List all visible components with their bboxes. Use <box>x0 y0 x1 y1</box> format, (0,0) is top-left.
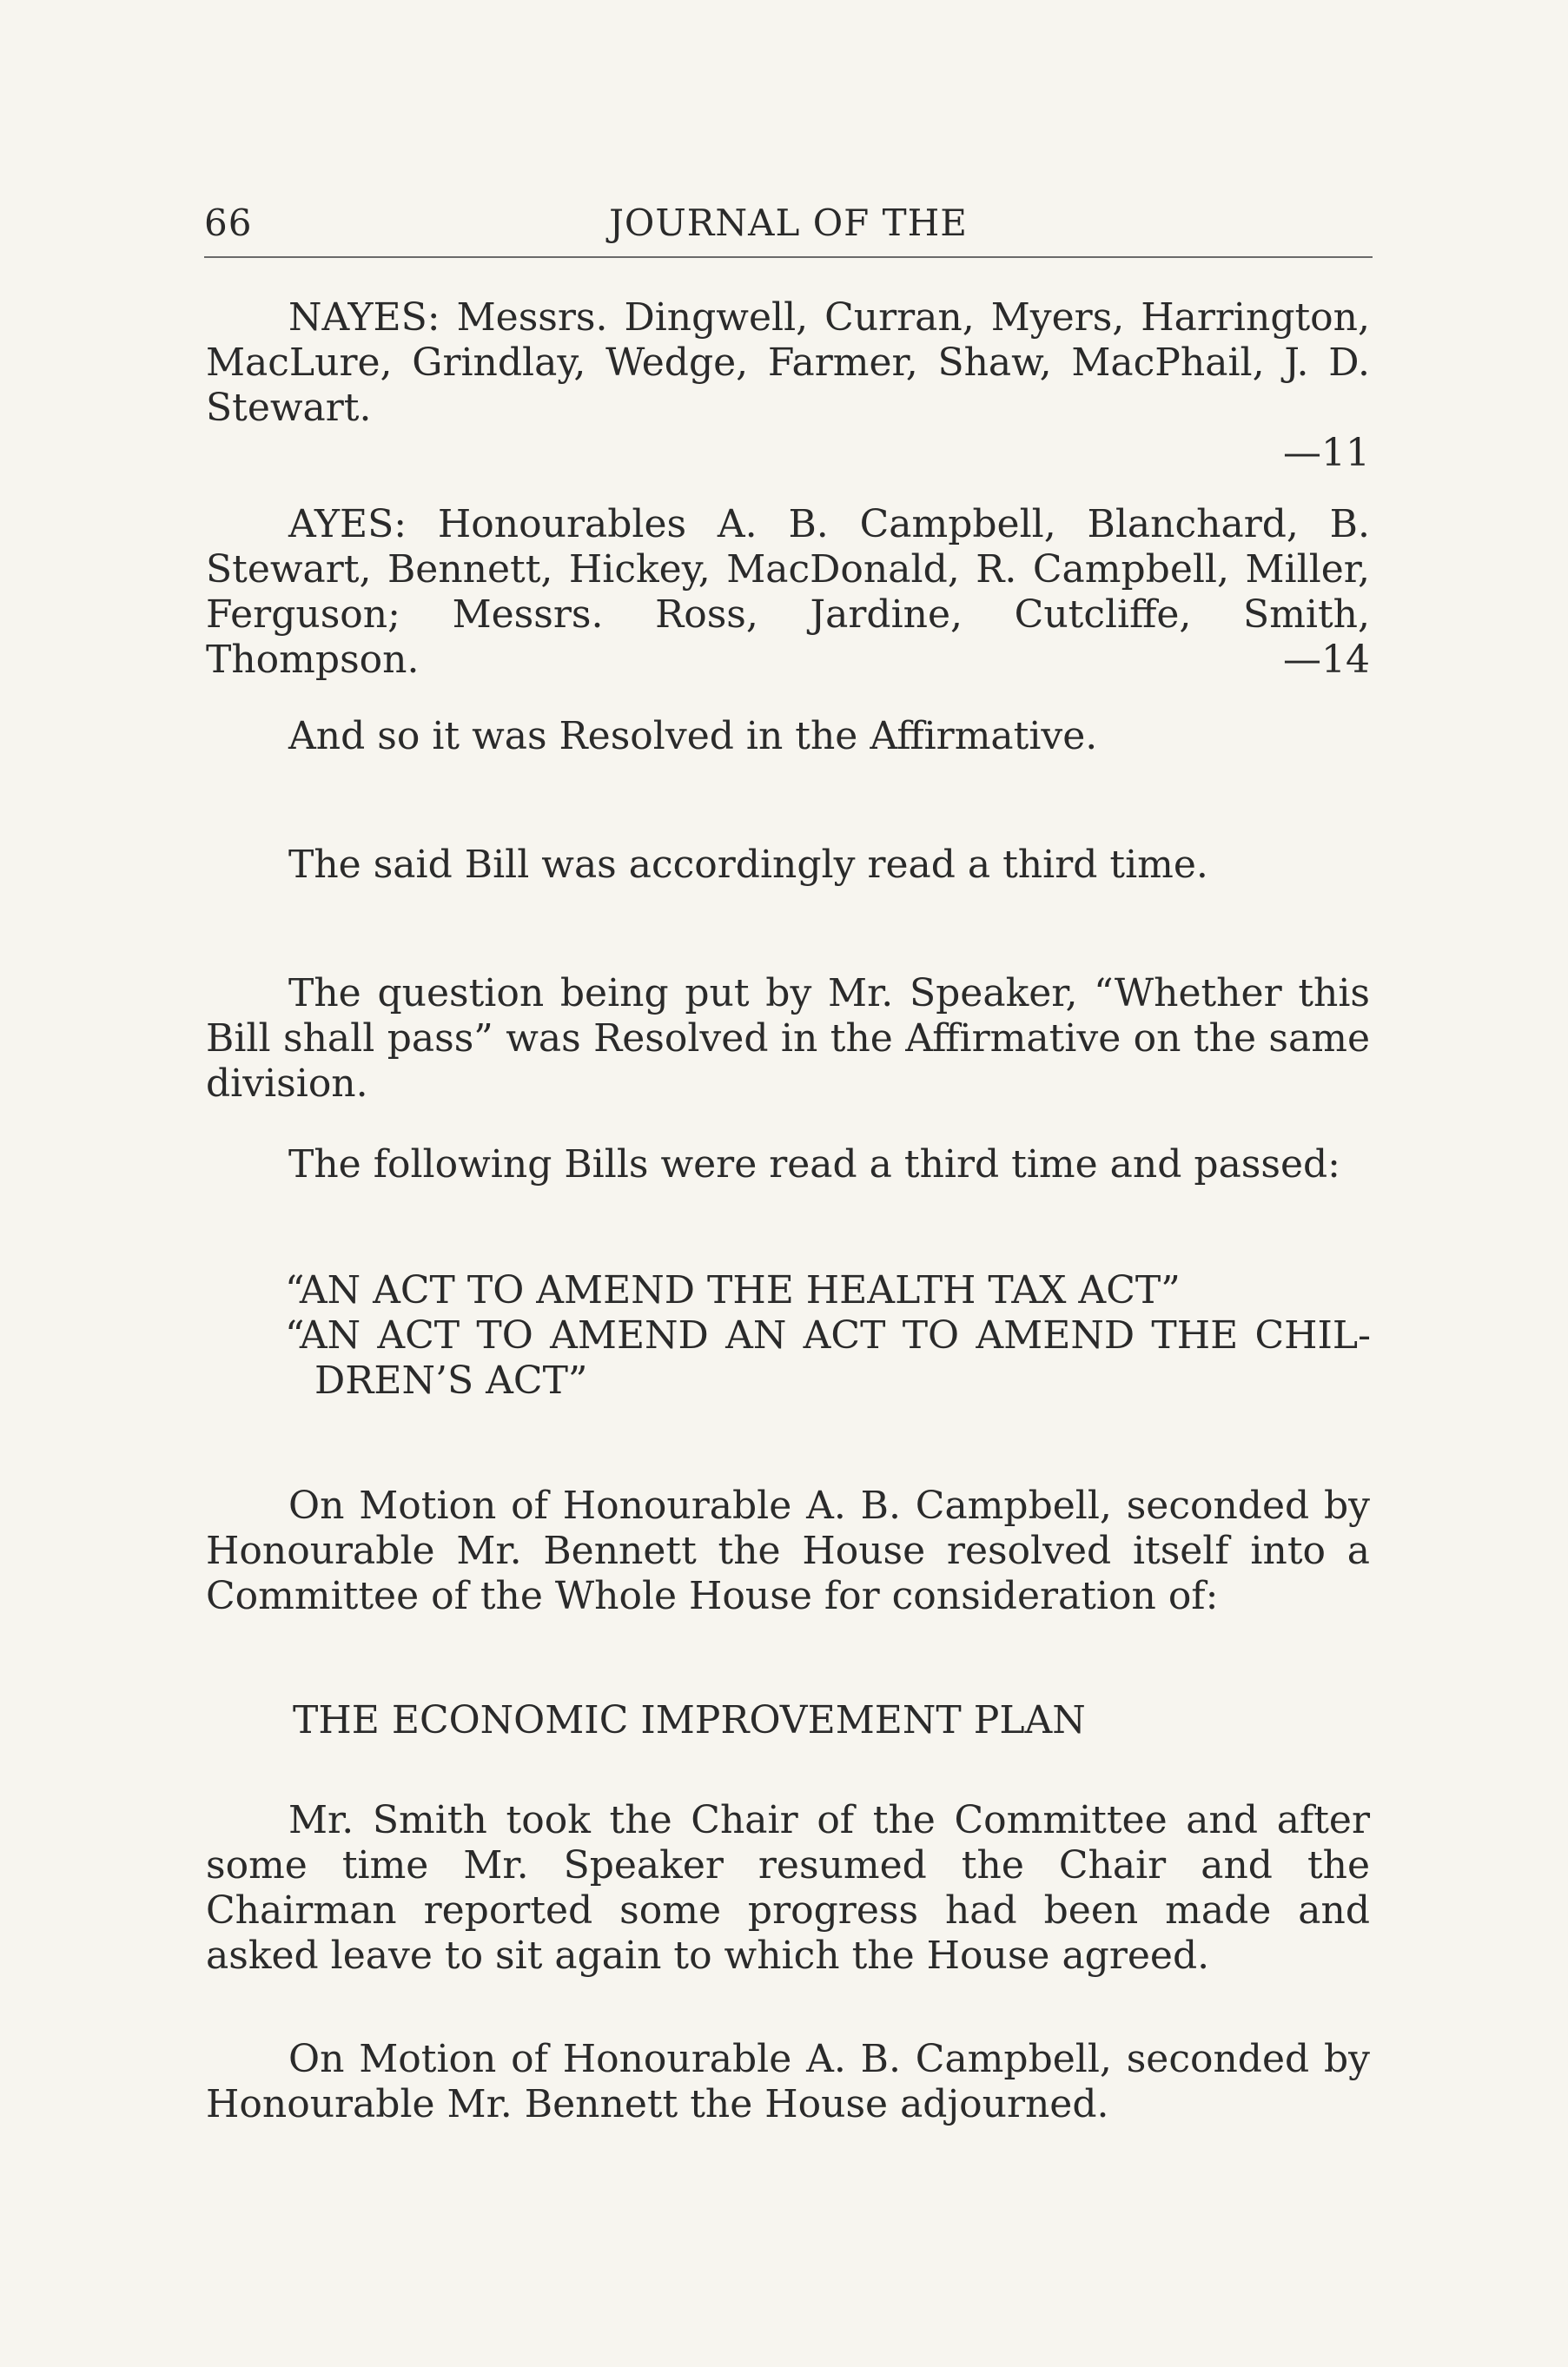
page-number: 66 <box>204 202 253 244</box>
third-reading-paragraph: The said Bill was accordingly read a third time. <box>288 843 1208 887</box>
plan-heading: THE ECONOMIC IMPROVEMENT PLAN <box>293 1698 1086 1742</box>
ayes-paragraph <box>206 502 1370 683</box>
running-head: JOURNAL OF THE <box>609 202 968 244</box>
bill-title-2-line-2: DREN’S ACT” <box>314 1359 588 1403</box>
resolved-paragraph: And so it was Resolved in the Affirmative. <box>288 714 1098 758</box>
ayes-tally: —14 <box>1283 638 1370 682</box>
following-bills-paragraph: The following Bills were read a third time and passed: <box>288 1142 1340 1187</box>
motion-adjourn-paragraph: On Motion of Honourable A. B. Campbell, seconded by Honourable Mr. Bennett the House adjourned. <box>206 2037 1370 2126</box>
header-rule <box>204 256 1373 258</box>
page-header <box>204 202 1373 254</box>
question-paragraph: The question being put by Mr. Speaker, “Whether this Bill shall pass” was Resolved in the Affirmative on the same division. <box>206 971 1370 1106</box>
ayes-text: AYES: Honourables A. B. Campbell, Blanchard, B. Stewart, Bennett, Hickey, MacDonald, R. Campbell, Miller, Ferguson; Messrs. Ross, Jardine, Cutcliffe, Smith, Thompson. <box>206 502 1370 682</box>
bill-title-2-line-1: “AN ACT TO AMEND AN ACT TO AMEND THE CHIL- <box>285 1313 1371 1358</box>
nayes-paragraph <box>206 295 1370 476</box>
committee-report-paragraph: Mr. Smith took the Chair of the Committee and after some time Mr. Speaker resumed the Chair and the Chairman reported some progress had been made and asked leave to sit again to which the House agreed. <box>206 1798 1370 1978</box>
bill-title-1: “AN ACT TO AMEND THE HEALTH TAX ACT” <box>285 1268 1181 1312</box>
motion-committee-paragraph: On Motion of Honourable A. B. Campbell, seconded by Honourable Mr. Bennett the House resolved itself into a Committee of the Whole House for consideration of: <box>206 1484 1370 1618</box>
nayes-tally: —11 <box>1283 431 1370 475</box>
nayes-text: NAYES: Messrs. Dingwell, Curran, Myers, Harrington, MacLure, Grindlay, Wedge, Farmer, Shaw, MacPhail, J. D. Stewart. <box>206 295 1370 430</box>
